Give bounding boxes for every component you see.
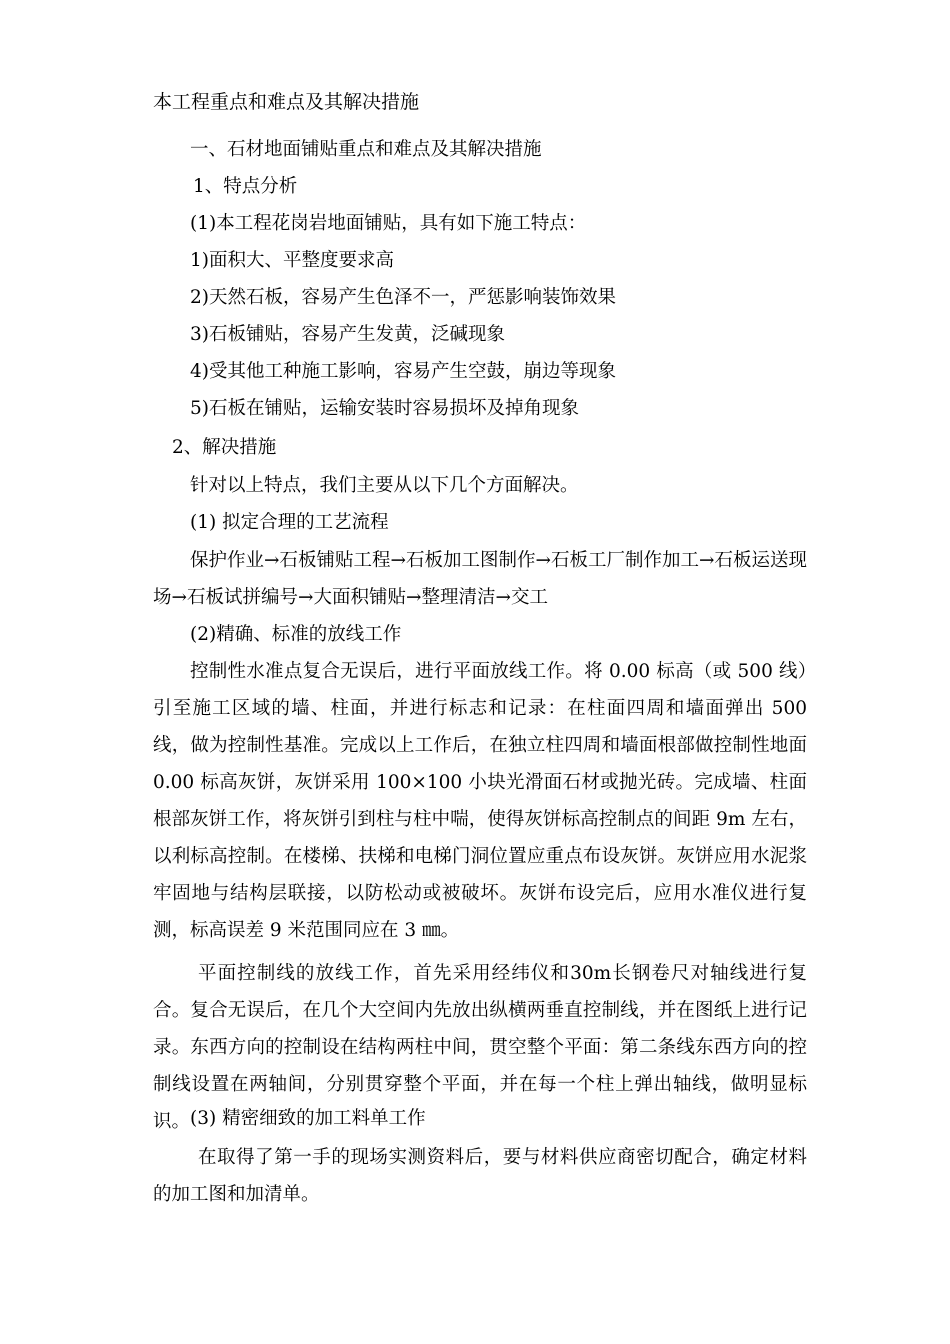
measure-heading-2: (2)精确、标准的放线工作 bbox=[190, 624, 402, 645]
feature-item: 5)石板在铺贴，运输安装时容易损坏及掉角现象 bbox=[190, 398, 579, 419]
section-heading: 一、石材地面铺贴重点和难点及其解决措施 bbox=[190, 139, 542, 160]
document-title: 本工程重点和难点及其解决措施 bbox=[153, 91, 420, 113]
feature-item: 3)石板铺贴，容易产生发黄，泛碱现象 bbox=[190, 324, 505, 345]
subsection-heading-features: 1、特点分析 bbox=[193, 176, 298, 197]
measure-heading-1: (1) 拟定合理的工艺流程 bbox=[190, 512, 389, 533]
material-list-paragraph: 在取得了第一手的现场实测资料后，要与材料供应商密切配合，确定材料的加工图和加清单。 bbox=[153, 1147, 807, 1205]
measures-intro: 针对以上特点，我们主要从以下几个方面解决。 bbox=[190, 475, 579, 496]
feature-item: 4)受其他工种施工影响，容易产生空鼓，崩边等现象 bbox=[190, 361, 616, 382]
process-flow-paragraph: 保护作业→石板铺贴工程→石板加工图制作→石板工厂制作加工→石板运送现场→石板试拼编号→大面积铺贴→整理清洁→交工 bbox=[153, 550, 808, 608]
plane-control-paragraph: 平面控制线的放线工作，首先采用经纬仪和30m长钢卷尺对轴线进行复合。复合无误后，在几个大空间内先放出纵横两垂直控制线，并在图纸上进行记录。东西方向的控制设在结构两柱中间，贯空整个平面：第二条线东西方向的控制线设置在两轴间，分别贯穿整个平面，并在每一个柱上弹出轴线，做明显标识。 bbox=[153, 963, 807, 1132]
features-intro: (1)本工程花岗岩地面铺贴，具有如下施工特点： bbox=[190, 213, 587, 234]
feature-item: 2)天然石板，容易产生色泽不一，严惩影响装饰效果 bbox=[190, 287, 616, 308]
feature-item: 1)面积大、平整度要求高 bbox=[190, 250, 394, 271]
subsection-heading-measures: 2、解决措施 bbox=[172, 437, 277, 458]
setting-out-paragraph: 控制性水准点复合无误后，进行平面放线工作。将 0.00 标高（或 500 线）引至施工区域的墙、柱面，并进行标志和记录：在柱面四周和墙面弹出 500 线，做为控制性基准。完成以上工作后，在独立柱四周和墙面根部做控制性地面 0.00 标高灰饼，灰饼采用 100×100 小块光滑面石材或抛光砖。完成墙、柱面根部灰饼工作，将灰饼引到柱与柱中喘，使得灰饼标高控制点的间距 9m 左右，以利标高控制。在楼梯、扶梯和电梯门洞位置应重点布设灰饼。灰饼应用水泥浆牢固地与结构层联接，以防松动或被破坏。灰饼布设完后，应用水准仪进行复测，标高误差 9 米范围同应在 3 ㎜。 bbox=[153, 661, 807, 941]
measure-heading-3: (3) 精密细致的加工料单工作 bbox=[190, 1108, 426, 1129]
